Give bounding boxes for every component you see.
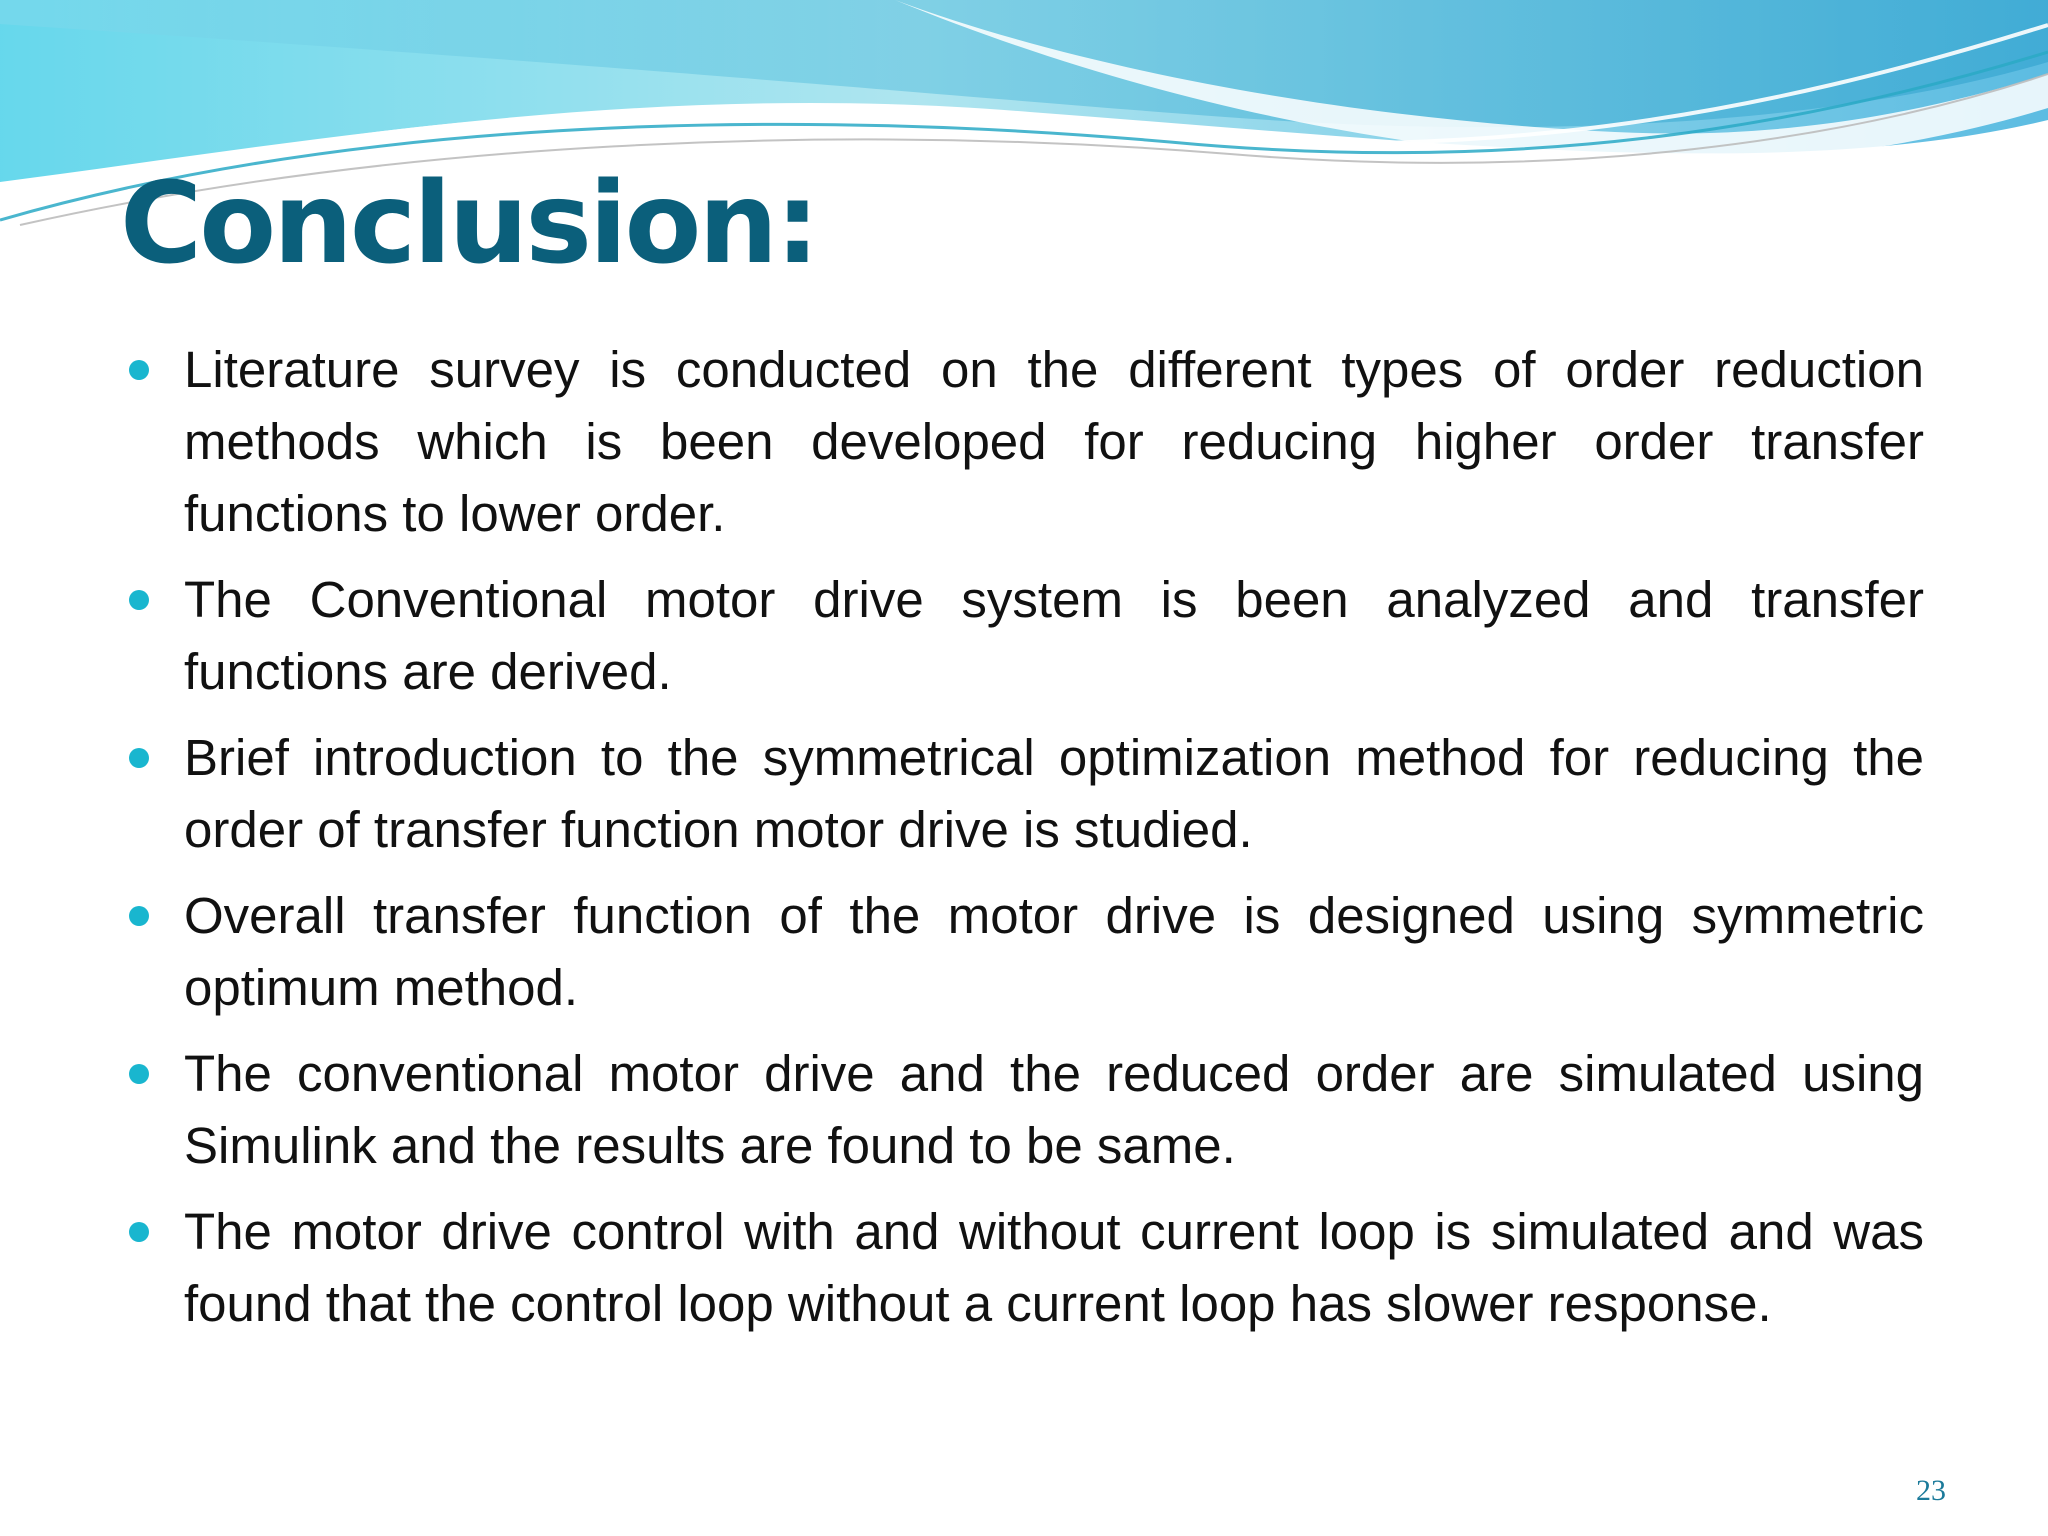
bullet-text: Overall transfer function of the motor drive is designed using symmetric optimum method. xyxy=(184,887,1924,1016)
bullet-dot-icon xyxy=(129,1222,149,1242)
bullet-text: The Conventional motor drive system is been analyzed and transfer functions are derived. xyxy=(184,571,1924,700)
bullet-item xyxy=(124,880,1924,1024)
bullet-dot-icon xyxy=(129,1064,149,1084)
bullet-text: Brief introduction to the symmetrical optimization method for reducing the order of transfer function motor drive is studied. xyxy=(184,729,1924,858)
bullet-text: Literature survey is conducted on the different types of order reduction methods which is been developed for reducing higher order transfer functions to lower order. xyxy=(184,341,1924,542)
bullet-item xyxy=(124,334,1924,550)
bullet-item xyxy=(124,1196,1924,1340)
bullet-item xyxy=(124,722,1924,866)
bullet-dot-icon xyxy=(129,906,149,926)
bullet-dot-icon xyxy=(129,748,149,768)
bullet-item xyxy=(124,564,1924,708)
slide-title: Conclusion: xyxy=(120,159,817,289)
page-number: 23 xyxy=(1916,1474,1946,1507)
bullet-item xyxy=(124,1038,1924,1182)
bullet-dot-icon xyxy=(129,590,149,610)
bullet-text: The motor drive control with and without current loop is simulated and was found that the control loop without a current loop has slower response. xyxy=(184,1203,1924,1332)
bullet-dot-icon xyxy=(129,360,149,380)
bullet-text: The conventional motor drive and the reduced order are simulated using Simulink and the results are found to be same. xyxy=(184,1045,1924,1174)
bullet-list xyxy=(124,334,1924,1354)
